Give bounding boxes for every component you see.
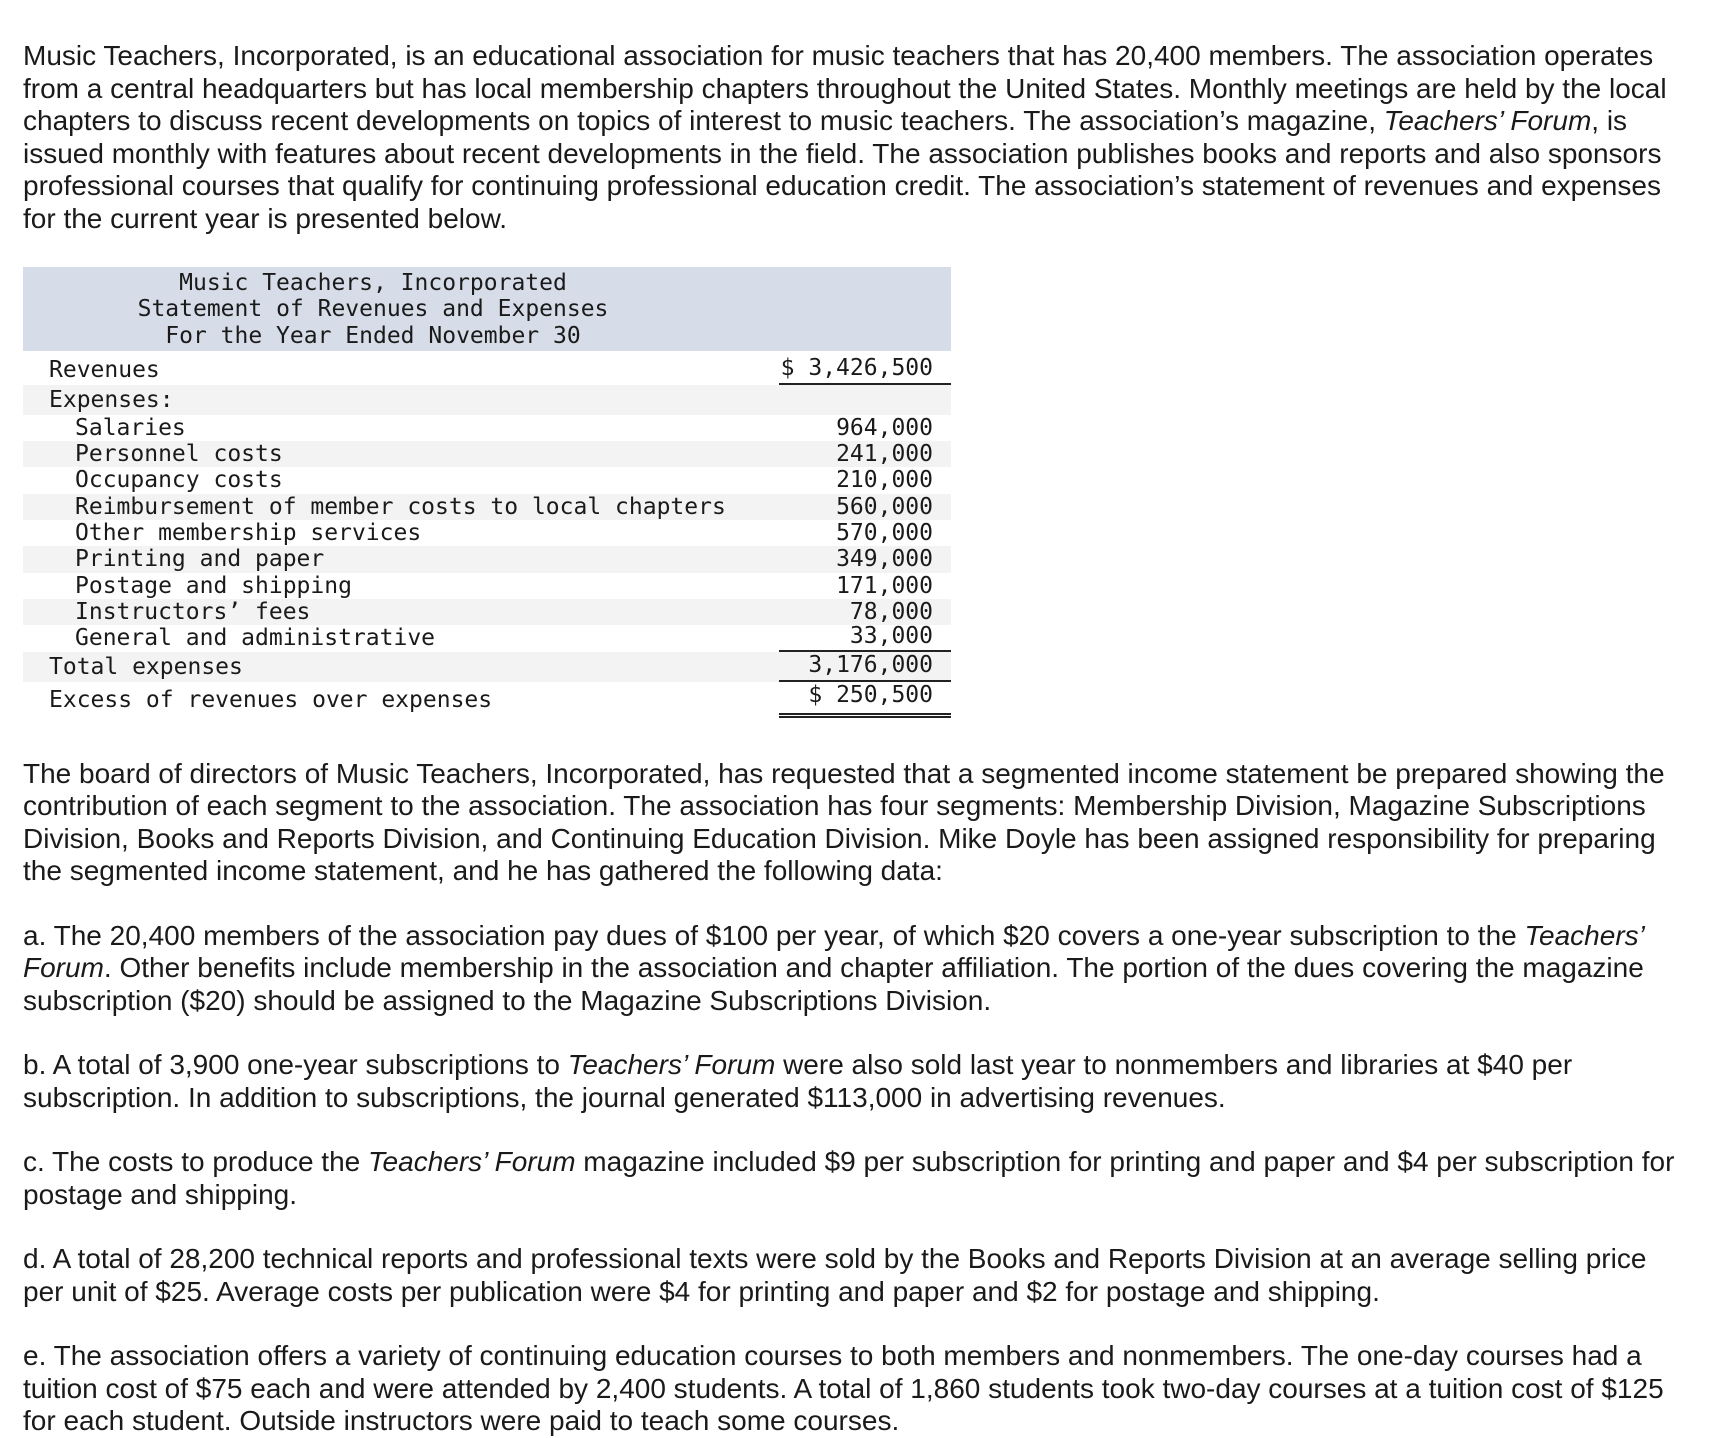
revenues-row	[23, 351, 951, 385]
expense-label: Reimbursement of member costs to local chapters	[75, 493, 726, 520]
expense-row	[23, 573, 951, 599]
expenses-label: Expenses:	[49, 386, 174, 413]
revenues-label: Revenues	[49, 356, 160, 383]
statement-period: For the Year Ended November 30	[165, 322, 581, 349]
expense-row	[23, 625, 951, 651]
magazine-title: Teachers’ Forum	[23, 919, 1644, 984]
item-e: e. The association offers a variety of continuing education courses to both members and nonmembers. The one-day courses had a tuition cost of $75 each and were attended by 2,400 students. A total of 1,860 students took two-day courses at a tuition cost of $125 for each student. Outside instructors were paid to teach some courses.	[23, 1340, 1664, 1437]
intro-paragraph	[23, 40, 1683, 235]
expense-value: 210,000	[836, 467, 933, 494]
statement-table	[23, 267, 951, 718]
item-b: b. A total of 3,900 one-year subscriptions to Teachers’ Forum were also sold last year to nonmembers and libraries at $40 per subscription. In addition to subscriptions, the journal generated $113,000 in advertising revenues.	[23, 1049, 1573, 1113]
expense-value: 349,000	[836, 546, 933, 573]
excess-value: $ 250,500	[779, 677, 951, 718]
total-expenses-label: Total expenses	[49, 653, 243, 680]
expense-label: Salaries	[75, 414, 186, 441]
item-a: a. The 20,400 members of the association pay dues of $100 per year, of which $20 covers a one-year subscription to the Teachers’ Forum. Other benefits include membership in the association and chapter affiliation. The portion of the dues covering the magazine subscription ($20) should be assigned to the Magazine Subscriptions Division.	[23, 919, 1644, 1016]
expense-label: Instructors’ fees	[75, 598, 311, 625]
board-paragraph: The board of directors of Music Teachers, Incorporated, has requested that a segmented income statement be prepared showing the contribution of each segment to the association. The association has four segments: Membership Division, Magazine Subscriptions Division, Books and Reports Division, and Continuing Education Division. Mike Doyle has been assigned responsibility for preparing the segmented income statement, and he has gathered the following data:	[23, 757, 1665, 887]
intro-text-1: Music Teachers, Incorporated, is an educational association for music teachers that has 20,400 members. The association operates from a central headquarters but has local membership chapters throughout the United States. Monthly meetings are held by the local chapters to discuss recent developments on topics of interest to music teachers. The association’s magazine,	[23, 40, 1667, 136]
expense-value: 78,000	[849, 598, 933, 625]
expense-label: Postage and shipping	[75, 572, 352, 599]
expense-row	[23, 467, 951, 493]
statement-company: Music Teachers, Incorporated	[179, 270, 567, 296]
expense-value: 964,000	[836, 414, 933, 441]
expenses-header-row	[23, 385, 951, 415]
expense-value: 241,000	[836, 441, 933, 468]
expense-row	[23, 415, 951, 441]
excess-row	[23, 682, 951, 718]
expense-value: 560,000	[836, 493, 933, 520]
item-c: c. The costs to produce the Teachers’ Forum magazine included $9 per subscription for printing and paper and $4 per subscription for postage and shipping.	[23, 1146, 1675, 1210]
revenues-value: $ 3,426,500	[779, 353, 951, 385]
expense-row	[23, 494, 951, 520]
total-expenses-value: 3,176,000	[779, 650, 951, 682]
magazine-title: Teachers’ Forum	[368, 1146, 576, 1178]
expense-row	[23, 520, 951, 546]
magazine-title: Teachers’ Forum	[1383, 105, 1592, 136]
item-d: d. A total of 28,200 technical reports and professional texts were sold by the Books and Reports Division at an average selling price per unit of $25. Average costs per publication were $4 for printing and paper and $2 for postage and shipping.	[23, 1243, 1647, 1307]
expense-label: Printing and paper	[75, 546, 325, 573]
expense-row	[23, 599, 951, 625]
expense-label: Occupancy costs	[75, 467, 283, 494]
excess-label: Excess of revenues over expenses	[49, 686, 493, 713]
expense-label: General and administrative	[75, 625, 436, 652]
statement-name: Statement of Revenues and Expenses	[137, 296, 609, 323]
problem-document	[23, 40, 1683, 1438]
requirements-section	[23, 758, 1683, 1438]
expense-label: Other membership services	[75, 520, 422, 547]
expense-label: Personnel costs	[75, 441, 283, 468]
expense-row	[23, 546, 951, 572]
magazine-title: Teachers’ Forum	[567, 1049, 776, 1081]
expense-value: 171,000	[836, 572, 933, 599]
expense-row	[23, 441, 951, 467]
intro-text-2: , is issued monthly with features about recent developments in the field. The association publishes books and reports and also sponsors professional courses that qualify for continuing professional education credit. The association’s statement of revenues and expenses for the current year is presented below.	[23, 105, 1662, 234]
expense-value: 33,000	[779, 623, 951, 651]
statement-header	[23, 267, 951, 351]
expense-value: 570,000	[836, 520, 933, 547]
